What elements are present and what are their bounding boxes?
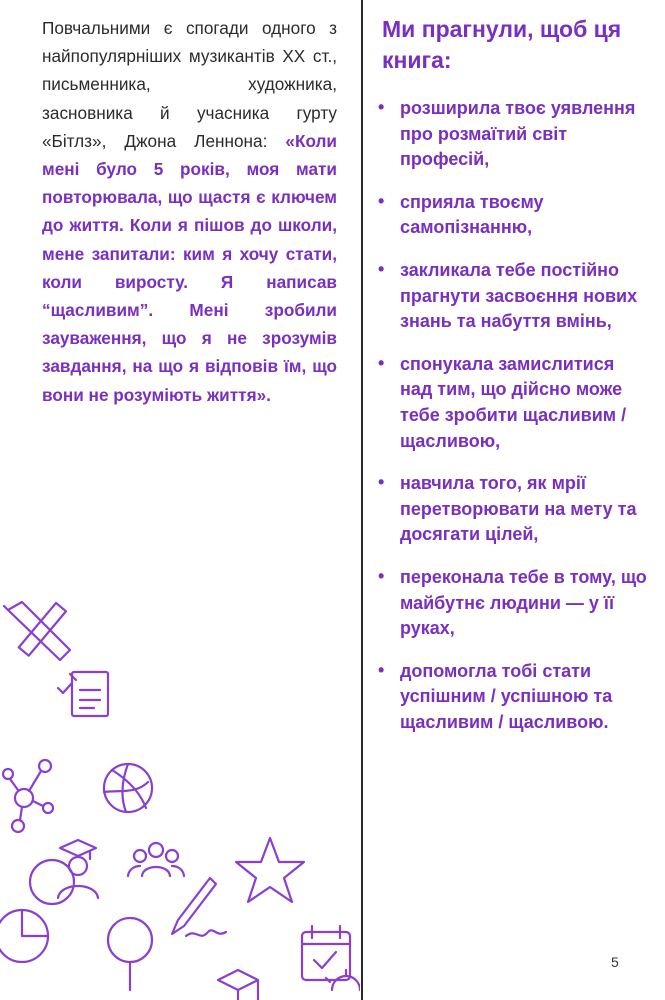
bullet-icon: • [378, 97, 385, 117]
pie-chart-icon [0, 910, 48, 962]
goals-title: Ми прагнули, щоб ця книга: [382, 16, 622, 73]
page-number: 5 [611, 954, 619, 970]
goals-list [378, 96, 648, 735]
bullet-icon: • [378, 190, 385, 211]
bullet-icon: • [378, 565, 385, 586]
goal-item: • сприяла твоєму самопізнанню, [378, 190, 544, 238]
goal-item: • навчила того, як мрії перетворювати на мету та досягати цілей, [378, 472, 637, 545]
intro-text: Повчальними є спогади одного з найпопулярніших музикантів XX ст., письменника, художника, засновника й учасника гурту «Бітлз», Джона Леннона: [42, 18, 337, 151]
volleyball-icon [104, 764, 152, 812]
goal-item: • допомогла тобі стати успішним / успішною та щасливим / щасливою. [378, 659, 613, 732]
goal-item: • закликала тебе постійно прагнути засвоєння нових знань та набуття вмінь, [378, 258, 638, 332]
left-column [42, 14, 337, 409]
graduate-person-icon [30, 840, 98, 904]
network-nodes-icon [3, 760, 53, 832]
bullet-icon: • [378, 659, 385, 680]
magnifier-icon [108, 918, 152, 990]
column-divider [361, 0, 363, 1000]
group-people-icon [128, 843, 184, 876]
checklist-board-icon [58, 672, 108, 716]
goal-item: • переконала тебе в тому, що майбутнє людини — у її руках, [378, 565, 647, 639]
bullet-icon: • [378, 258, 385, 279]
decorative-icons [0, 580, 360, 1000]
calendar-check-icon [302, 926, 350, 980]
bullet-icon: • [378, 472, 385, 493]
star-icon [236, 838, 304, 902]
right-column [378, 14, 648, 752]
goal-item: • спонукала замислитися над тим, що дійсно може тебе зробити щасливим / щасливою, [378, 352, 627, 451]
lennon-quote: «Коли мені було 5 років, моя мати повторювала, що щастя є ключем до життя. Коли я пішов до школи, мене запитали: ким я хочу стати, коли виросту. Я написав “щасливим”. Мені зробили зауваження, що я не зрозумів завдання, на що я відповів їм, що вони не розуміють життя». [42, 130, 337, 405]
cube-icon [218, 970, 258, 1000]
ruler-pencil-icon [4, 602, 70, 660]
pencil-signature-icon [172, 878, 226, 936]
goal-item: • розширила твоє уявлення про розмаїтий світ професій, [378, 97, 636, 170]
bullet-icon: • [378, 352, 385, 373]
